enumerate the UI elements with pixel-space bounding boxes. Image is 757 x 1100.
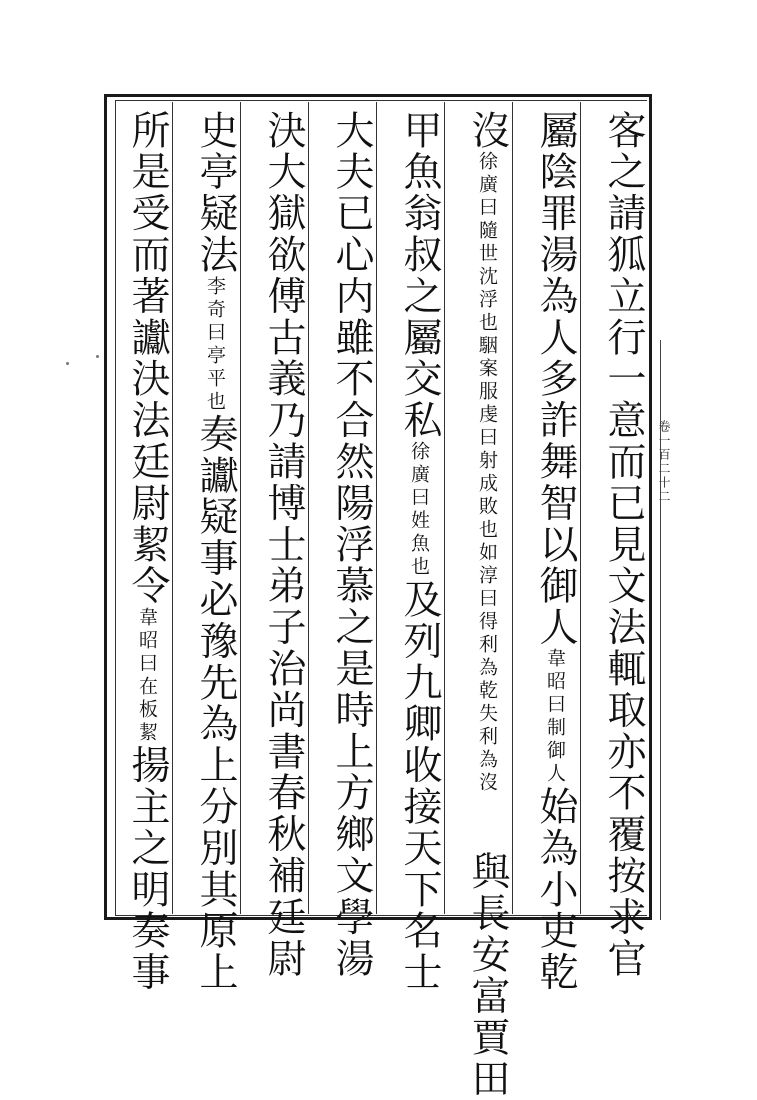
- speck: [96, 355, 99, 358]
- column-text: 史亭疑法: [193, 110, 238, 276]
- text-column-7: [186, 110, 244, 994]
- column-text: 及列九卿收接天下名士: [397, 579, 442, 994]
- text-column-1: [594, 110, 652, 980]
- text-column-8: [118, 110, 176, 994]
- column-text: 甲魚翁叔之屬交私: [397, 110, 442, 442]
- column-text: 決大獄欲傅古義乃請博士弟子治尚書春秋補廷尉: [261, 110, 306, 980]
- column-text: 奏讞疑事必豫先為上分別其原上: [193, 413, 238, 994]
- column-text: 揚主之明奏事: [125, 744, 170, 994]
- column-text: 屬陰罪湯為人多詐舞智以御人: [533, 110, 578, 649]
- column-text: 與長安富賈田: [465, 851, 510, 1100]
- text-column-5: [322, 110, 380, 980]
- fold-mark: 卷一百二十二: [657, 420, 671, 504]
- column-text: 始為小吏乾: [533, 786, 578, 994]
- commentary-note: 徐廣曰隨世沈浮也駰案服虔曰射成敗也如淳曰得利為乾失利為沒: [476, 151, 498, 796]
- column-text: 所是受而著讞決法廷尉絜令: [125, 110, 170, 607]
- column-text: 沒: [465, 110, 510, 152]
- text-column-3: [458, 110, 516, 1100]
- commentary-note: 徐廣曰姓魚也: [408, 441, 430, 580]
- column-text: 客之請狐立行一意而已見文法輒取亦不覆按求官: [601, 110, 646, 980]
- commentary-note: 韋昭曰制御人: [544, 648, 566, 787]
- commentary-note: 李奇曰亭平也: [204, 275, 226, 414]
- text-column-6: [254, 110, 312, 980]
- speck: [66, 362, 69, 365]
- commentary-note: 韋昭曰在板絜: [136, 606, 158, 745]
- text-column-4: [390, 110, 448, 994]
- column-text: 大夫已心内雖不合然陽浮慕之是時上方鄉文學湯: [329, 110, 374, 980]
- text-column-2: [526, 110, 584, 994]
